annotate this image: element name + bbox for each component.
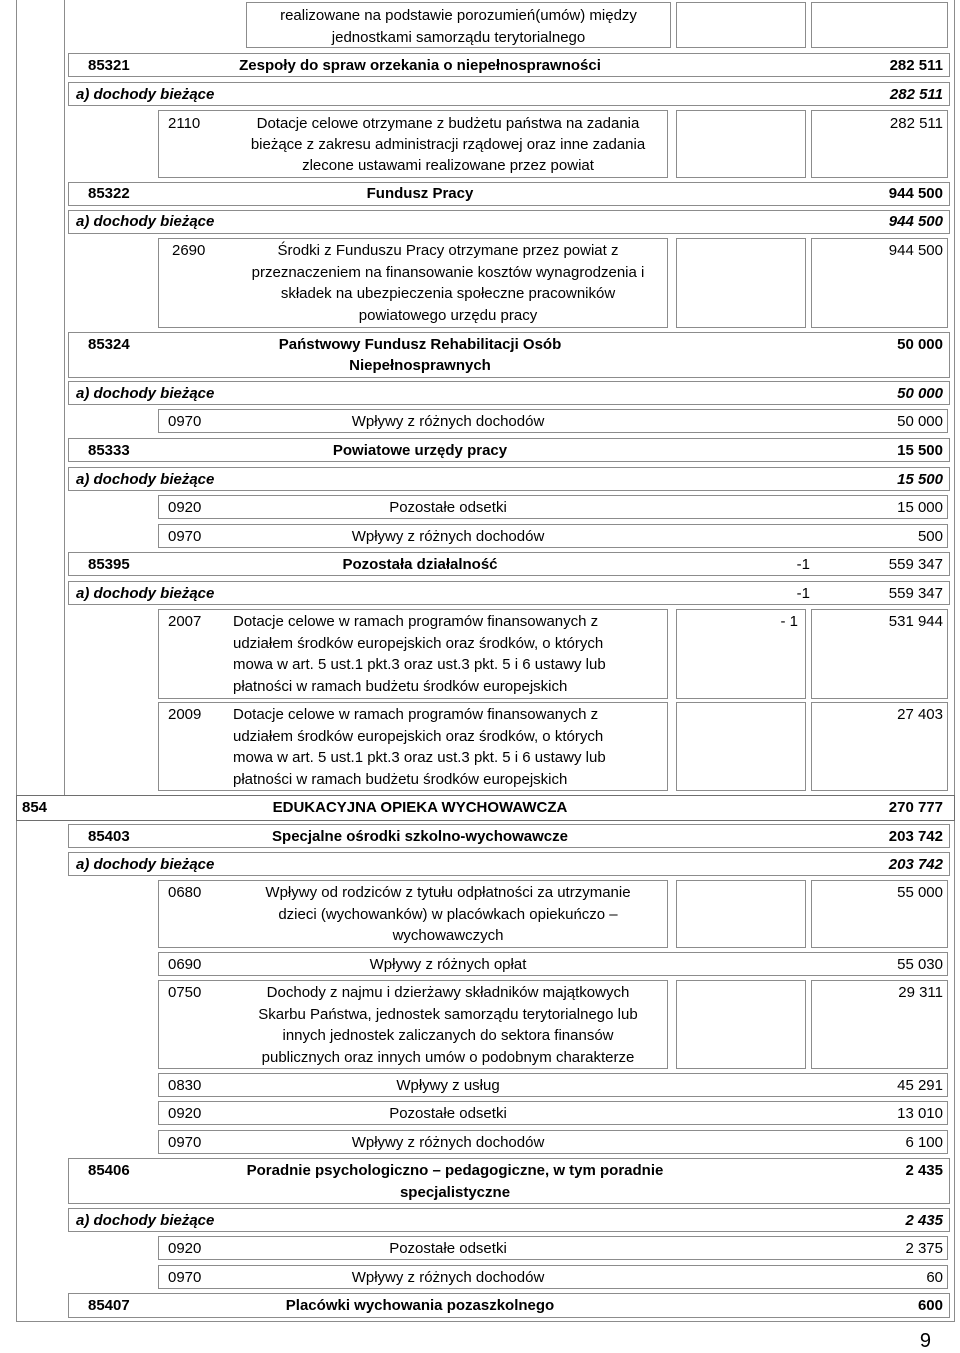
current-income-label: a) dochody bieżące <box>76 86 215 103</box>
paragraph-change: - 1 <box>780 613 798 630</box>
change-cell <box>676 980 806 1069</box>
current-income-label: a) dochody bieżące <box>76 856 215 873</box>
paragraph-code: 0920 <box>168 1240 202 1257</box>
paragraph-text-3: mowa w art. 5 ust.1 pkt.3 oraz ust.3 pkt. 5 i 6 ustawy lub <box>233 656 606 673</box>
paragraph-code: 0690 <box>168 956 202 973</box>
paragraph-text: Wpływy z różnych dochodów <box>351 1134 545 1151</box>
paragraph-text: Wpływy z różnych opłat <box>369 956 527 973</box>
chapter-name-1: Państwowy Fundusz Rehabilitacji Osób <box>278 336 562 353</box>
paragraph-text-2: przeznaczeniem na finansowanie kosztów wynagrodzenia i <box>251 264 645 281</box>
current-income-amount: 559 347 <box>888 585 943 602</box>
paragraph-amount: 45 291 <box>897 1077 943 1094</box>
paragraph-amount: 944 500 <box>888 242 943 259</box>
division-amount: 270 777 <box>888 799 943 816</box>
table-left-border <box>16 0 17 1322</box>
chapter-name: Pozostała działalność <box>342 556 498 573</box>
paragraph-amount: 55 030 <box>897 956 943 973</box>
chapter-amount: 282 511 <box>889 57 943 74</box>
chapter-name: Specjalne ośrodki szkolno-wychowawcze <box>272 828 568 845</box>
paragraph-amount: 15 000 <box>897 499 943 516</box>
paragraph-amount: 50 000 <box>897 413 943 430</box>
chapter-code: 85403 <box>88 828 130 845</box>
paragraph-text-2: udziałem środków europejskich oraz środków, o których <box>233 635 604 652</box>
paragraph-amount: 13 010 <box>897 1105 943 1122</box>
paragraph-text-1: Dochody z najmu i dzierżawy składników majątkowych <box>266 984 630 1001</box>
change-cell <box>676 880 806 948</box>
current-income-change: -1 <box>796 585 810 602</box>
current-income-amount: 944 500 <box>888 213 943 230</box>
paragraph-code: 2007 <box>168 613 202 630</box>
paragraph-text-3: składek na ubezpieczenia społeczne pracowników <box>280 285 616 302</box>
chapter-amount: 559 347 <box>888 556 943 573</box>
paragraph-text-4: powiatowego urzędu pracy <box>358 307 538 324</box>
chapter-name-1: Poradnie psychologiczno – pedagogiczne, w tym poradnie <box>246 1162 664 1179</box>
paragraph-code: 0750 <box>168 984 202 1001</box>
chapter-amount: 944 500 <box>888 185 943 202</box>
paragraph-text: Pozostałe odsetki <box>389 1240 507 1257</box>
division-column-border <box>64 0 65 795</box>
paragraph-code: 0970 <box>168 528 202 545</box>
paragraph-amount: 282 511 <box>889 115 943 132</box>
note-line-2: jednostkami samorządu terytorialnego <box>331 29 586 46</box>
division-name: EDUKACYJNA OPIEKA WYCHOWAWCZA <box>272 799 568 816</box>
change-cell <box>676 238 806 328</box>
paragraph-text-2: dzieci (wychowanków) w placówkach opiekuńczo – <box>278 906 618 923</box>
current-income-amount: 2 435 <box>905 1212 943 1229</box>
paragraph-text-2: bieżące z zakresu administracji rządowej oraz inne zadania <box>250 136 646 153</box>
chapter-code: 85333 <box>88 442 130 459</box>
paragraph-text-2: Skarbu Państwa, jednostek samorządu terytorialnego lub <box>258 1006 638 1023</box>
paragraph-text-1: Dotacje celowe w ramach programów finansowanych z <box>233 706 599 723</box>
table-right-border <box>954 0 955 1322</box>
chapter-name: Placówki wychowania pozaszkolnego <box>285 1297 555 1314</box>
paragraph-text: Wpływy z usług <box>396 1077 500 1094</box>
page-number: 9 <box>919 1330 931 1352</box>
paragraph-text: Wpływy z różnych dochodów <box>351 1269 545 1286</box>
chapter-code: 85407 <box>88 1297 130 1314</box>
chapter-name: Powiatowe urzędy pracy <box>332 442 508 459</box>
chapter-amount: 600 <box>917 1297 943 1314</box>
paragraph-code: 2690 <box>172 242 206 259</box>
paragraph-code: 0680 <box>168 884 202 901</box>
current-income-label: a) dochody bieżące <box>76 585 215 602</box>
paragraph-text-1: Wpływy od rodziców z tytułu odpłatności za utrzymanie <box>265 884 631 901</box>
chapter-amount: 50 000 <box>897 336 943 353</box>
chapter-amount: 203 742 <box>888 828 943 845</box>
chapter-amount: 15 500 <box>897 442 943 459</box>
paragraph-amount: 531 944 <box>888 613 943 630</box>
chapter-code: 85324 <box>88 336 130 353</box>
paragraph-code: 0970 <box>168 1269 202 1286</box>
paragraph-amount: 6 100 <box>905 1134 943 1151</box>
current-income-label: a) dochody bieżące <box>76 471 215 488</box>
paragraph-text-1: Dotacje celowe otrzymane z budżetu państwa na zadania <box>256 115 640 132</box>
paragraph-text-4: płatności w ramach budżetu środków europejskich <box>233 771 568 788</box>
paragraph-code: 0920 <box>168 499 202 516</box>
chapter-name: Fundusz Pracy <box>366 185 474 202</box>
current-income-amount: 203 742 <box>888 856 943 873</box>
change-cell <box>676 110 806 178</box>
note-line-1: realizowane na podstawie porozumień(umów) między <box>280 7 637 24</box>
paragraph-text-4: płatności w ramach budżetu środków europejskich <box>233 678 568 695</box>
paragraph-amount: 55 000 <box>897 884 943 901</box>
change-cell <box>676 2 806 48</box>
paragraph-text: Pozostałe odsetki <box>389 1105 507 1122</box>
paragraph-code: 0970 <box>168 1134 202 1151</box>
division-code: 854 <box>22 799 48 816</box>
chapter-change: -1 <box>796 556 810 573</box>
paragraph-text-1: Dotacje celowe w ramach programów finansowanych z <box>233 613 599 630</box>
chapter-name-2: Niepełnosprawnych <box>349 357 491 374</box>
current-income-amount: 15 500 <box>897 471 943 488</box>
chapter-amount: 2 435 <box>905 1162 943 1179</box>
chapter-code: 85322 <box>88 185 130 202</box>
current-income-amount: 282 511 <box>889 86 943 103</box>
paragraph-amount: 29 311 <box>898 984 943 1001</box>
paragraph-code: 0920 <box>168 1105 202 1122</box>
chapter-name: Zespoły do spraw orzekania o niepełnosprawności <box>239 57 601 74</box>
paragraph-text-1: Środki z Funduszu Pracy otrzymane przez powiat z <box>277 242 619 259</box>
amount-cell <box>811 2 948 48</box>
current-income-label: a) dochody bieżące <box>76 1212 215 1229</box>
chapter-name-2: specjalistyczne <box>399 1184 511 1201</box>
paragraph-code: 0970 <box>168 413 202 430</box>
chapter-code: 85395 <box>88 556 130 573</box>
paragraph-text-2: udziałem środków europejskich oraz środków, o których <box>233 728 604 745</box>
paragraph-code: 2009 <box>168 706 202 723</box>
paragraph-text-3: innych jednostek zaliczanych do sektora finansów <box>282 1027 614 1044</box>
paragraph-code: 0830 <box>168 1077 202 1094</box>
paragraph-text: Wpływy z różnych dochodów <box>351 528 545 545</box>
current-income-amount: 50 000 <box>897 385 943 402</box>
paragraph-text-3: mowa w art. 5 ust.1 pkt.3 oraz ust.3 pkt. 5 i 6 ustawy lub <box>233 749 606 766</box>
paragraph-text-4: publicznych oraz innych umów o podobnym charakterze <box>261 1049 635 1066</box>
paragraph-text: Wpływy z różnych dochodów <box>351 413 545 430</box>
current-income-label: a) dochody bieżące <box>76 213 215 230</box>
paragraph-amount: 60 <box>926 1269 943 1286</box>
current-income-label: a) dochody bieżące <box>76 385 215 402</box>
chapter-code: 85406 <box>88 1162 130 1179</box>
paragraph-text: Pozostałe odsetki <box>389 499 507 516</box>
paragraph-text-3: zlecone ustawami realizowane przez powiat <box>302 157 594 174</box>
paragraph-text-3: wychowawczych <box>392 927 504 944</box>
paragraph-code: 2110 <box>168 115 201 132</box>
paragraph-amount: 2 375 <box>905 1240 943 1257</box>
chapter-code: 85321 <box>88 57 130 74</box>
paragraph-amount: 500 <box>917 528 943 545</box>
table-bottom-border <box>16 1321 955 1322</box>
change-cell <box>676 702 806 791</box>
paragraph-amount: 27 403 <box>897 706 943 723</box>
